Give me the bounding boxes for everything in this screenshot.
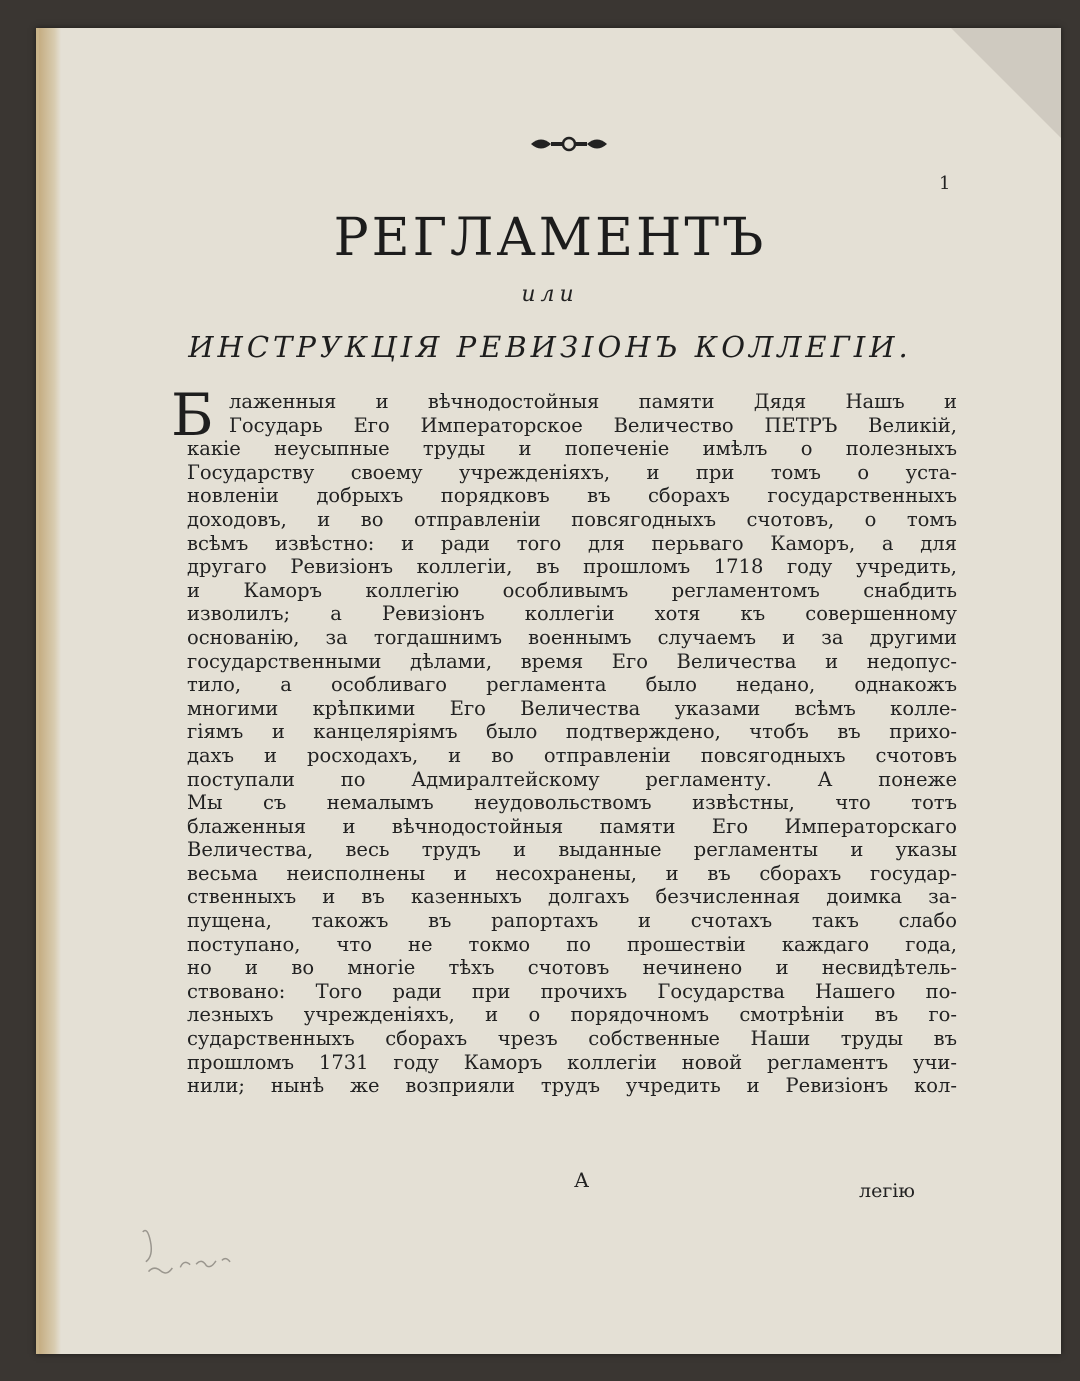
drop-capital: Б [171, 381, 214, 449]
text-line: лаженныя и вѣчнодостойныя памяти Дядя Нашъ и [229, 390, 957, 413]
text-line: доходовъ, и во отправленiи повсягодныхъ счотовъ, о томъ [187, 507, 957, 531]
pencil-mark-icon [137, 1214, 261, 1282]
text-line: пущена, такожъ въ рапортахъ и счотахъ такъ слабо [187, 909, 957, 933]
text-line: гiямъ и канцелярiямъ было подтверждено, чтобъ въ прихо- [187, 720, 957, 744]
text-line: другаго Ревизiонъ коллегiи, въ прошломъ 1718 году учредить, [187, 555, 957, 579]
page-number: 1 [939, 173, 951, 194]
catchword: легiю [859, 1180, 915, 1202]
page-title: РЕГЛАМЕНТЪ [333, 208, 767, 268]
signature-mark: А [574, 1168, 590, 1192]
text-line: государственными дѣлами, время Его Величества и недопус- [187, 649, 957, 673]
text-line: какiе неусыпные труды и попеченiе имѣлъ о полезныхъ [187, 437, 957, 461]
headpiece-ornament-icon [529, 133, 609, 155]
text-line: поступали по Адмиралтейскому регламенту. А понеже [187, 767, 957, 791]
text-line: нили; нынѣ же возприяли трудъ учредить и Ревизiонъ кол- [187, 1074, 957, 1098]
folded-corner [951, 28, 1061, 138]
text-line: поступано, что не токмо по прошествiи каждаго года, [187, 932, 957, 956]
text-line: блаженныя и вѣчнодостойныя памяти Его Императорскаго [187, 814, 957, 838]
text-line: тило, а особливаго регламента было недано, однакожъ [187, 673, 957, 697]
text-line: многими крѣпкими Его Величества указами всѣмъ колле- [187, 696, 957, 720]
body-text [187, 390, 957, 1098]
text-line: Государь Его Императорское Величество ПЕТРЪ Великiй, [229, 413, 957, 437]
subtitle-ili: или [521, 282, 579, 307]
text-line: новленiи добрыхъ порядковъ въ сборахъ государственныхъ [187, 484, 957, 508]
text-line: прошломъ 1731 году Каморъ коллегiи новой регламентъ учи- [187, 1050, 957, 1074]
text-line: сударственныхъ сборахъ чрезъ собственные Наши труды въ [187, 1027, 957, 1051]
text-line: Государству своему учрежденiяхъ, и при томъ о уста- [187, 460, 957, 484]
text-line: лезныхъ учрежденiяхъ, и о порядочномъ смотрѣнiи въ го- [187, 1003, 957, 1027]
text-line: изволилъ; а Ревизiонъ коллегiи хотя къ совершенному [187, 602, 957, 626]
text-line: но и во многiе тѣхъ счотовъ нечинено и несвидѣтель- [187, 956, 957, 980]
paper-sheet [36, 28, 1061, 1354]
text-line: дахъ и росходахъ, и во отправленiи повсягодныхъ счотовъ [187, 743, 957, 767]
text-line: и Каморъ коллегiю особливымъ регламентомъ снабдить [187, 578, 957, 602]
text-line: основанiю, за тогдашнимъ военнымъ случаемъ и за другими [187, 625, 957, 649]
text-line: ственныхъ и въ казенныхъ долгахъ безчисленная доимка за- [187, 885, 957, 909]
text-line: Величества, весь трудъ и выданные регламенты и указы [187, 838, 957, 862]
text-line: всѣмъ извѣстно: и ради того для перьваго Каморъ, а для [187, 531, 957, 555]
text-line: Мы съ немалымъ неудовольствомъ извѣстны, что тотъ [187, 791, 957, 815]
subtitle-main: ИНСТРУКЦIЯ РЕВИЗIОНЪ КОЛЛЕГIИ. [188, 330, 912, 364]
text-line: ствовано: Того ради при прочихъ Государства Нашего по- [187, 979, 957, 1003]
text-line: весьма неисполнены и несохранены, и въ сборахъ государ- [187, 861, 957, 885]
